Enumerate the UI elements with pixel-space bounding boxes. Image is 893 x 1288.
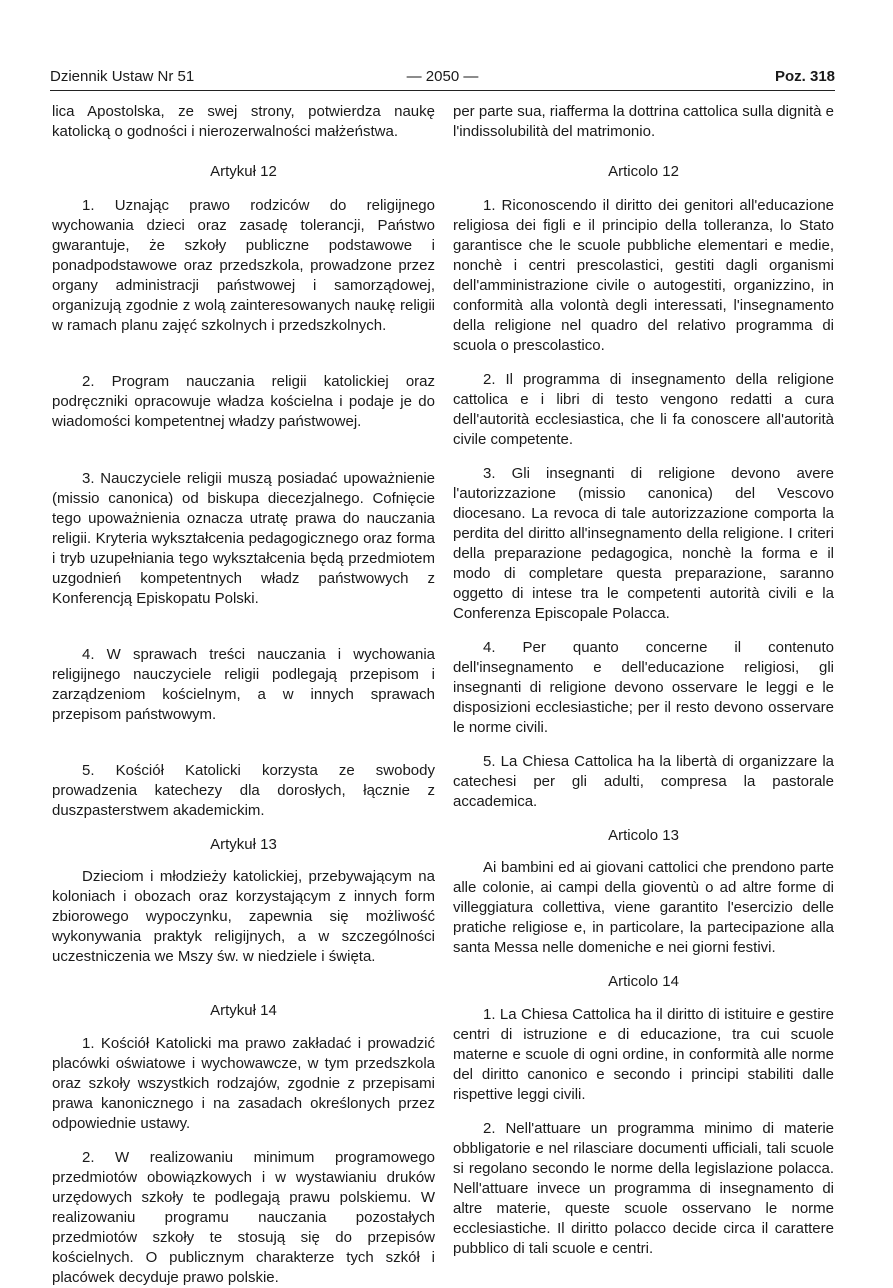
page-number: — 2050 — <box>406 68 479 85</box>
it-intro: per parte sua, riafferma la dottrina cattolica sulla dignità e l'indissolubilità del matrimonio. <box>453 103 834 140</box>
pl-art12-p3: 3. Nauczyciele religii muszą posiadać upoważnienie (missio canonica) od biskupa diecezjalnego. Cofnięcie tego upoważnienia oznacza utratę prawa do nauczania religii. Kryteria wykształcenia pedagogicznego oraz forma i tryb uzupełniania tego wykształcenia będą przedmiotem uzgodnień kompetentnych władz państwowych z Konferencją Episkopatu Polski. <box>52 470 435 607</box>
pl-art13-p1: Dzieciom i młodzieży katolickiej, przebywającym na koloniach i obozach oraz korzystającym z innych form zbiorowego wypoczynku, zapewnia się możliwość wykonywania praktyk religijnych, a w szczególności uczestniczenia we Mszy św. w niedziele i święta. <box>52 868 435 965</box>
pl-art13-title: Artykuł 13 <box>210 836 277 853</box>
polish-column <box>52 102 435 1288</box>
it-art14-p2: 2. Nell'attuare un programma minimo di materie obbligatorie e nel rilasciare documenti ufficiali, tali scuole si regolano secondo le norme della legislazione polacca. Nell'attuare invece un programma di insegnamento di altre materie, queste scuole osservano le norme ecclesiastiche. Il diritto polacco decide circa il carattere pubblico di tali scuole e centri. <box>453 1120 834 1257</box>
it-art12-p2: 2. Il programma di insegnamento della religione cattolica e i libri di testo vengono redatti a cura dell'autorità ecclesiastica, che li fa conoscere all'autorità civile competente. <box>453 371 834 448</box>
italian-column <box>453 102 834 1259</box>
pl-art14-p2: 2. W realizowaniu minimum programowego przedmiotów obowiązkowych i w wystawianiu druków urzędowych szkoły te podlegają prawu polskiemu. W realizowaniu programu nauczania pozostałych przedmiotów szkoły te stosują się do przepisów kościelnych. O publicznym charakterze tych szkół i placówek decyduje prawo polskie. <box>52 1149 435 1286</box>
page-header <box>50 66 835 91</box>
pl-art12-p1: 1. Uznając prawo rodziców do religijnego wychowania dzieci oraz zasadę tolerancji, Państwo gwarantuje, że szkoły publiczne podstawowe i ponadpodstawowe oraz przedszkola, prowadzone przez organy administracji państwowej i samorządowej, organizują zgodnie z wolą zainteresowanych naukę religii w ramach planu zajęć szkolnych i przedszkolnych. <box>52 197 435 334</box>
pl-intro: lica Apostolska, ze swej strony, potwierdza naukę katolicką o godności i nierozerwalności małżeństwa. <box>52 103 435 140</box>
journal-title: Dziennik Ustaw Nr 51 <box>50 68 195 85</box>
pl-art14-title: Artykuł 14 <box>210 1002 277 1019</box>
pl-art12-p4: 4. W sprawach treści nauczania i wychowania religijnego nauczyciele religii podlegają przepisom i zarządzeniom kościelnym, a w innych sprawach przepisom państwowym. <box>52 646 435 723</box>
it-art12-p1: 1. Riconoscendo il diritto dei genitori all'educazione religiosa dei figli e il principio della tolleranza, lo Stato garantisce che le scuole pubbliche elementari e medie, nonchè i centri prescolastici, gestiti dagli organismi dell'amministrazione civile o autogestiti, organizzino, in conformità alla volontà degli interessati, l'insegnamento della religione nel quadro del relativo programma di scuola o prescolastico. <box>453 197 834 354</box>
it-art12-p3: 3. Gli insegnanti di religione devono avere l'autorizzazione (missio canonica) del Vescovo diocesano. La revoca di tale autorizzazione comporta la perdita del diritto all'insegnamento della religione. I criteri della preparazione pedagogica, nonchè la forma e il modo di completare questa preparazione, saranno oggetto di intese tra le competenti autorità civili e la Conferenza Episcopale Polacca. <box>453 465 834 622</box>
it-art13-p1: Ai bambini ed ai giovani cattolici che prendono parte alle colonie, ai campi della gioventù o ad altre forme di villeggiatura collettiva, viene garantito l'esercizio delle pratiche religiose e, in particolare, la partecipazione alla santa Messa nelle domeniche e nei giorni festivi. <box>453 859 834 956</box>
pl-art14-p1: 1. Kościół Katolicki ma prawo zakładać i prowadzić placówki oświatowe i wychowawcze, w tym przedszkola oraz szkoły wszystkich rodzajów, zgodnie z przepisami prawa kanonicznego i na zasadach określonych przez odpowiednie ustawy. <box>52 1035 435 1132</box>
it-art14-p1: 1. La Chiesa Cattolica ha il diritto di istituire e gestire centri di istruzione e di educazione, tra cui scuole materne e scuole di ogni ordine, in conformità alle norme del diritto canonico e secondo i principi stabiliti dalle rispettive leggi civili. <box>453 1006 834 1103</box>
pl-art12-p2: 2. Program nauczania religii katolickiej oraz podręczniki opracowuje władza kościelna i podaje je do wiadomości kompetentnej władzy państwowej. <box>52 373 435 430</box>
it-art12-p5: 5. La Chiesa Cattolica ha la libertà di organizzare la catechesi per gli adulti, compresa la pastorale accademica. <box>453 753 834 810</box>
it-art12-title: Articolo 12 <box>608 163 679 180</box>
it-art14-title: Articolo 14 <box>608 973 679 990</box>
pl-art12-title: Artykuł 12 <box>210 163 277 180</box>
pl-art12-p5: 5. Kościół Katolicki korzysta ze swobody prowadzenia katechezy dla dorosłych, łącznie z duszpasterstwem akademickim. <box>52 762 435 819</box>
it-art13-title: Articolo 13 <box>608 827 679 844</box>
position-number: Poz. 318 <box>774 68 835 85</box>
it-art12-p4: 4. Per quanto concerne il contenuto dell'insegnamento e dell'educazione religiosi, gli insegnanti di religione devono osservare le leggi e le disposizioni ecclesiastiche; per il resto devono osservare le norme civili. <box>453 639 834 736</box>
